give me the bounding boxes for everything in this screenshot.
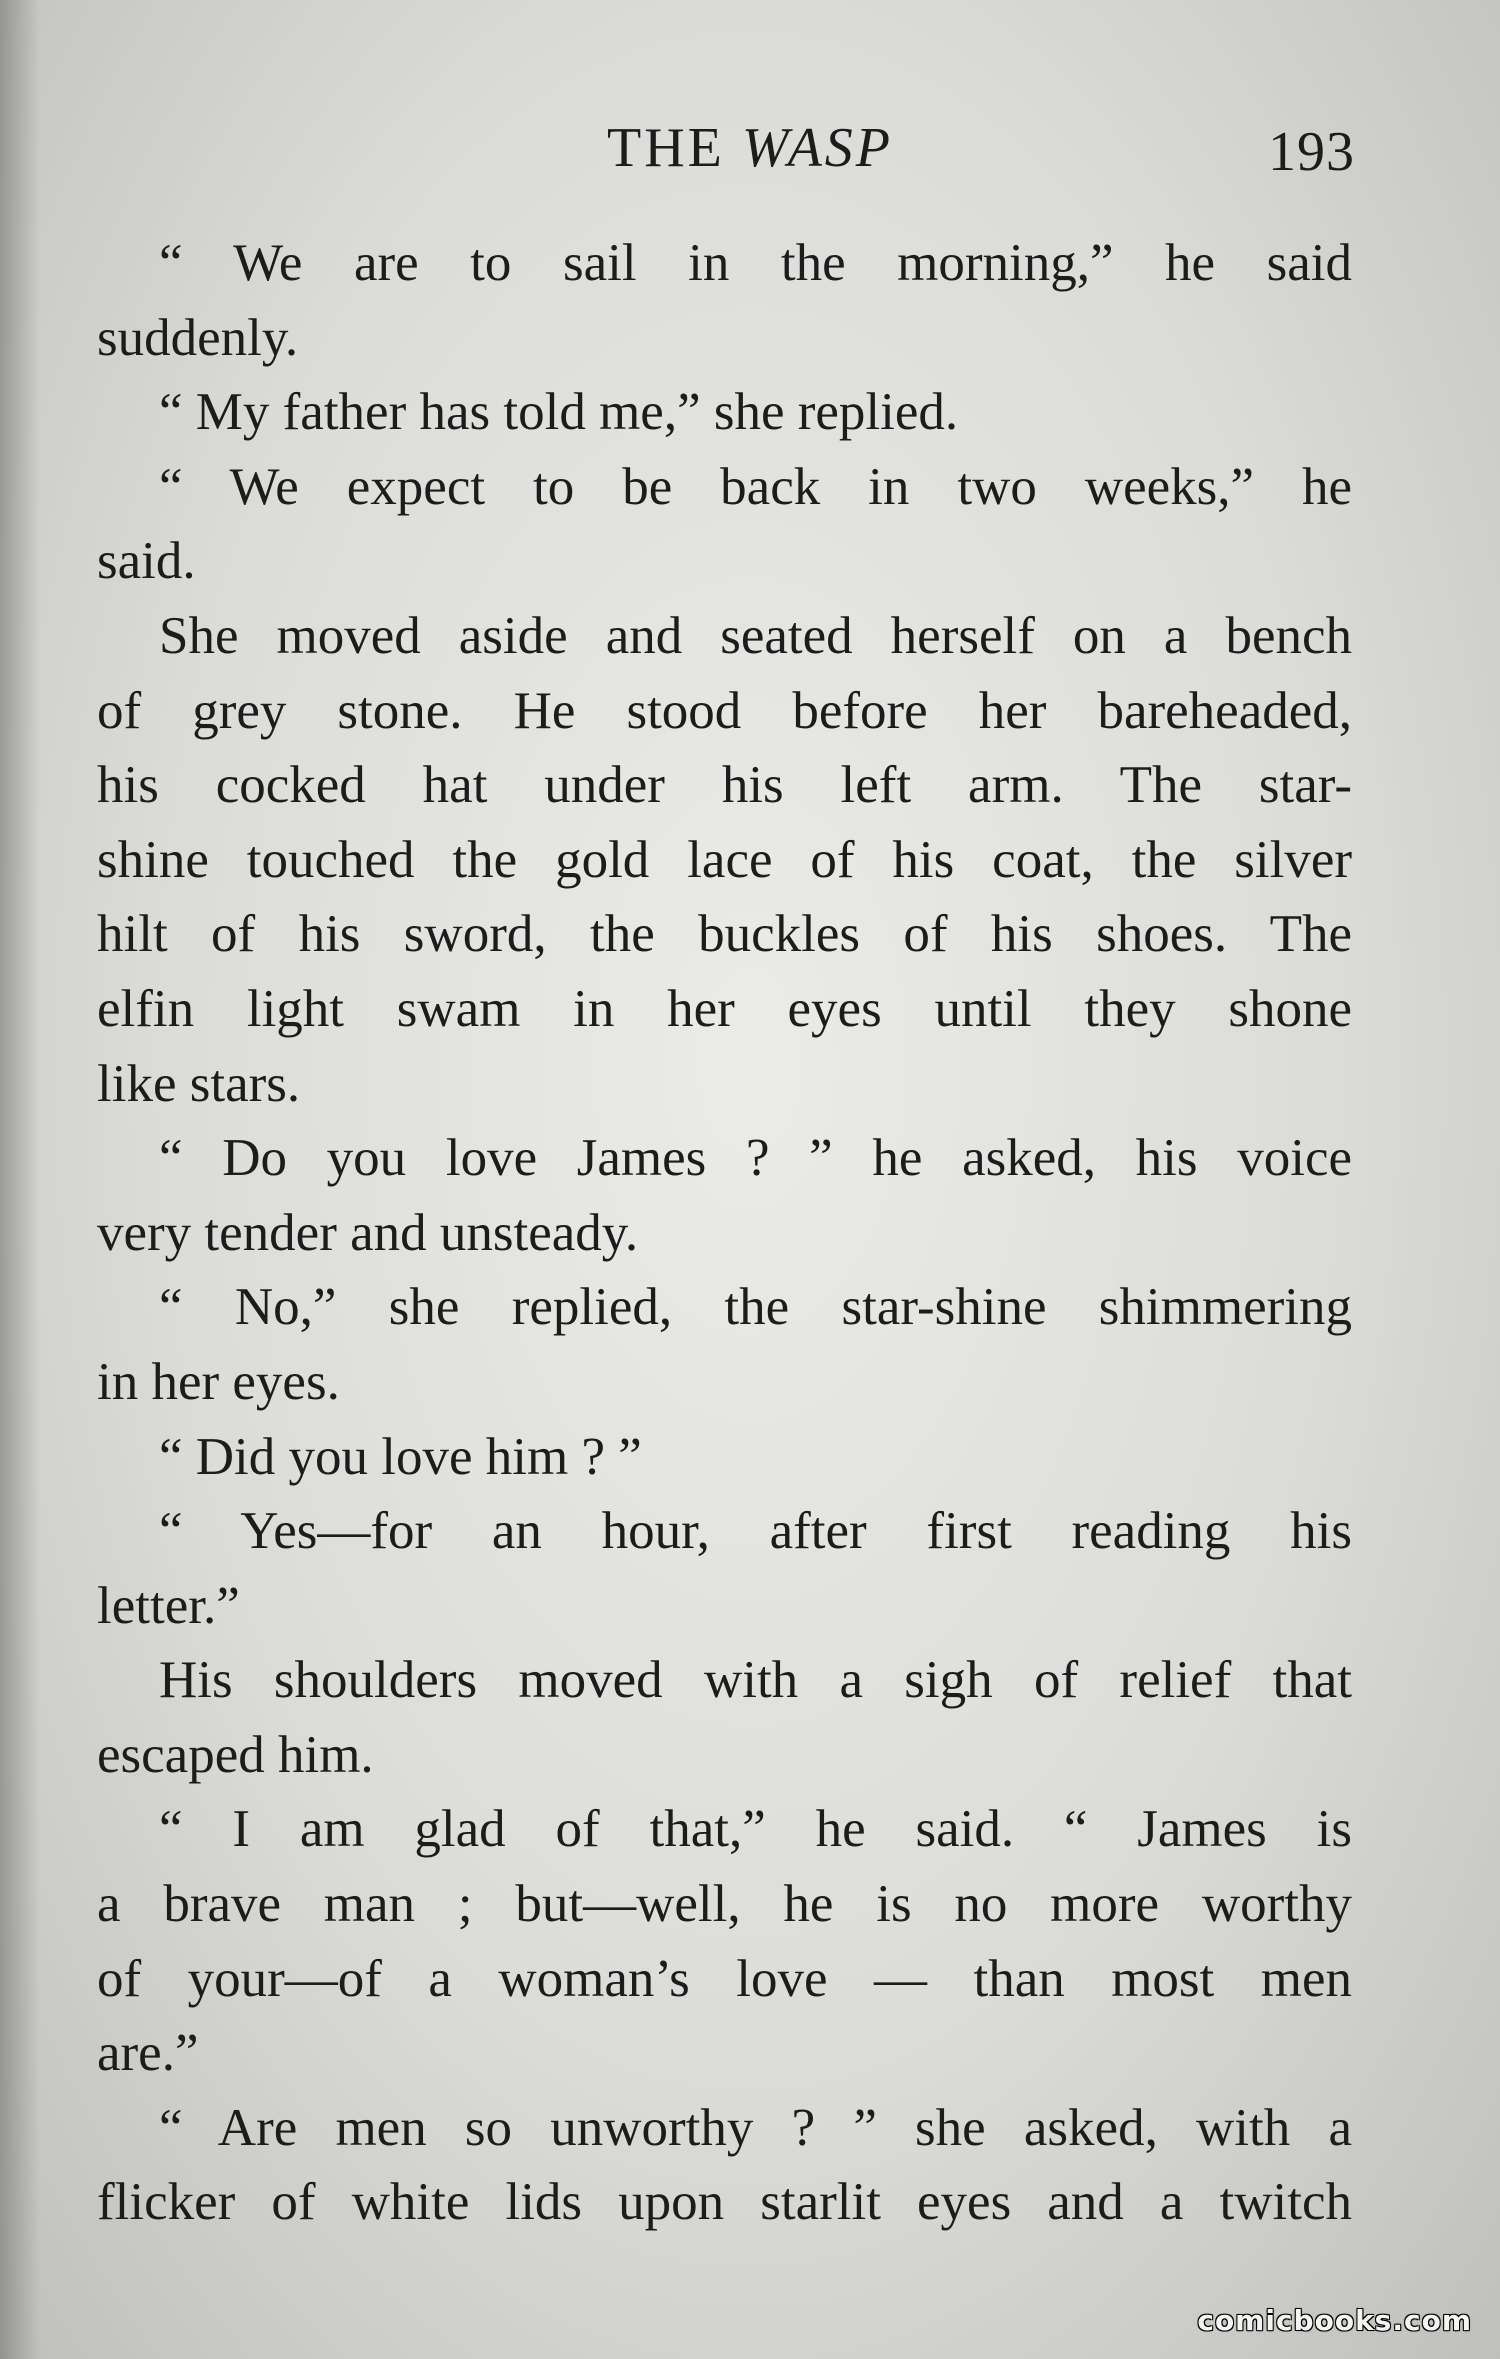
text-line: a brave man ; but—well, he is no more worthy	[97, 1875, 1352, 1934]
text-line: “ Did you love him ? ”	[159, 1427, 642, 1486]
text-line: said.	[97, 532, 196, 591]
text-line: “ My father has told me,” she replied.	[159, 383, 959, 442]
text-line: escaped him.	[97, 1725, 374, 1784]
text-line: very tender and unsteady.	[97, 1203, 639, 1262]
page-number: 193	[1268, 121, 1355, 183]
text-line: of your—of a woman’s love — than most men	[97, 1949, 1352, 2008]
text-line: “ No,” she replied, the star-shine shimmering	[159, 1278, 1352, 1337]
text-line: hilt of his sword, the buckles of his shoes. The	[97, 905, 1352, 964]
text-line: are.”	[97, 2024, 199, 2083]
text-line: elfin light swam in her eyes until they shone	[97, 979, 1352, 1038]
running-head-title: WASP	[741, 117, 893, 179]
running-head-prefix: THE	[606, 117, 742, 179]
text-line: of grey stone. He stood before her bareheaded,	[97, 681, 1352, 740]
page-header	[0, 108, 1500, 188]
page-edge-shadow	[0, 0, 40, 2359]
text-line: his cocked hat under his left arm. The star-	[97, 756, 1352, 815]
text-line: suddenly.	[97, 308, 299, 367]
text-line: “ We expect to be back in two weeks,” he	[159, 457, 1352, 516]
watermark: comicbooks.com	[1197, 2304, 1472, 2337]
text-line: “ Yes—for an hour, after first reading his	[159, 1502, 1352, 1561]
text-line: in her eyes.	[97, 1352, 340, 1411]
text-line: shine touched the gold lace of his coat, the silver	[97, 830, 1352, 889]
text-line: She moved aside and seated herself on a bench	[159, 606, 1352, 665]
text-line: flicker of white lids upon starlit eyes and a twitch	[97, 2173, 1352, 2232]
text-line: letter.”	[97, 1576, 240, 1635]
text-line: “ Are men so unworthy ? ” she asked, with a	[159, 2098, 1352, 2157]
text-line: His shoulders moved with a sigh of relief that	[159, 1651, 1352, 1710]
text-line: “ Do you love James ? ” he asked, his voice	[159, 1129, 1352, 1188]
body-text	[97, 226, 1352, 2240]
text-line: “ I am glad of that,” he said. “ James is	[159, 1800, 1352, 1859]
text-line: “ We are to sail in the morning,” he said	[159, 234, 1352, 292]
text-line: like stars.	[97, 1054, 301, 1113]
